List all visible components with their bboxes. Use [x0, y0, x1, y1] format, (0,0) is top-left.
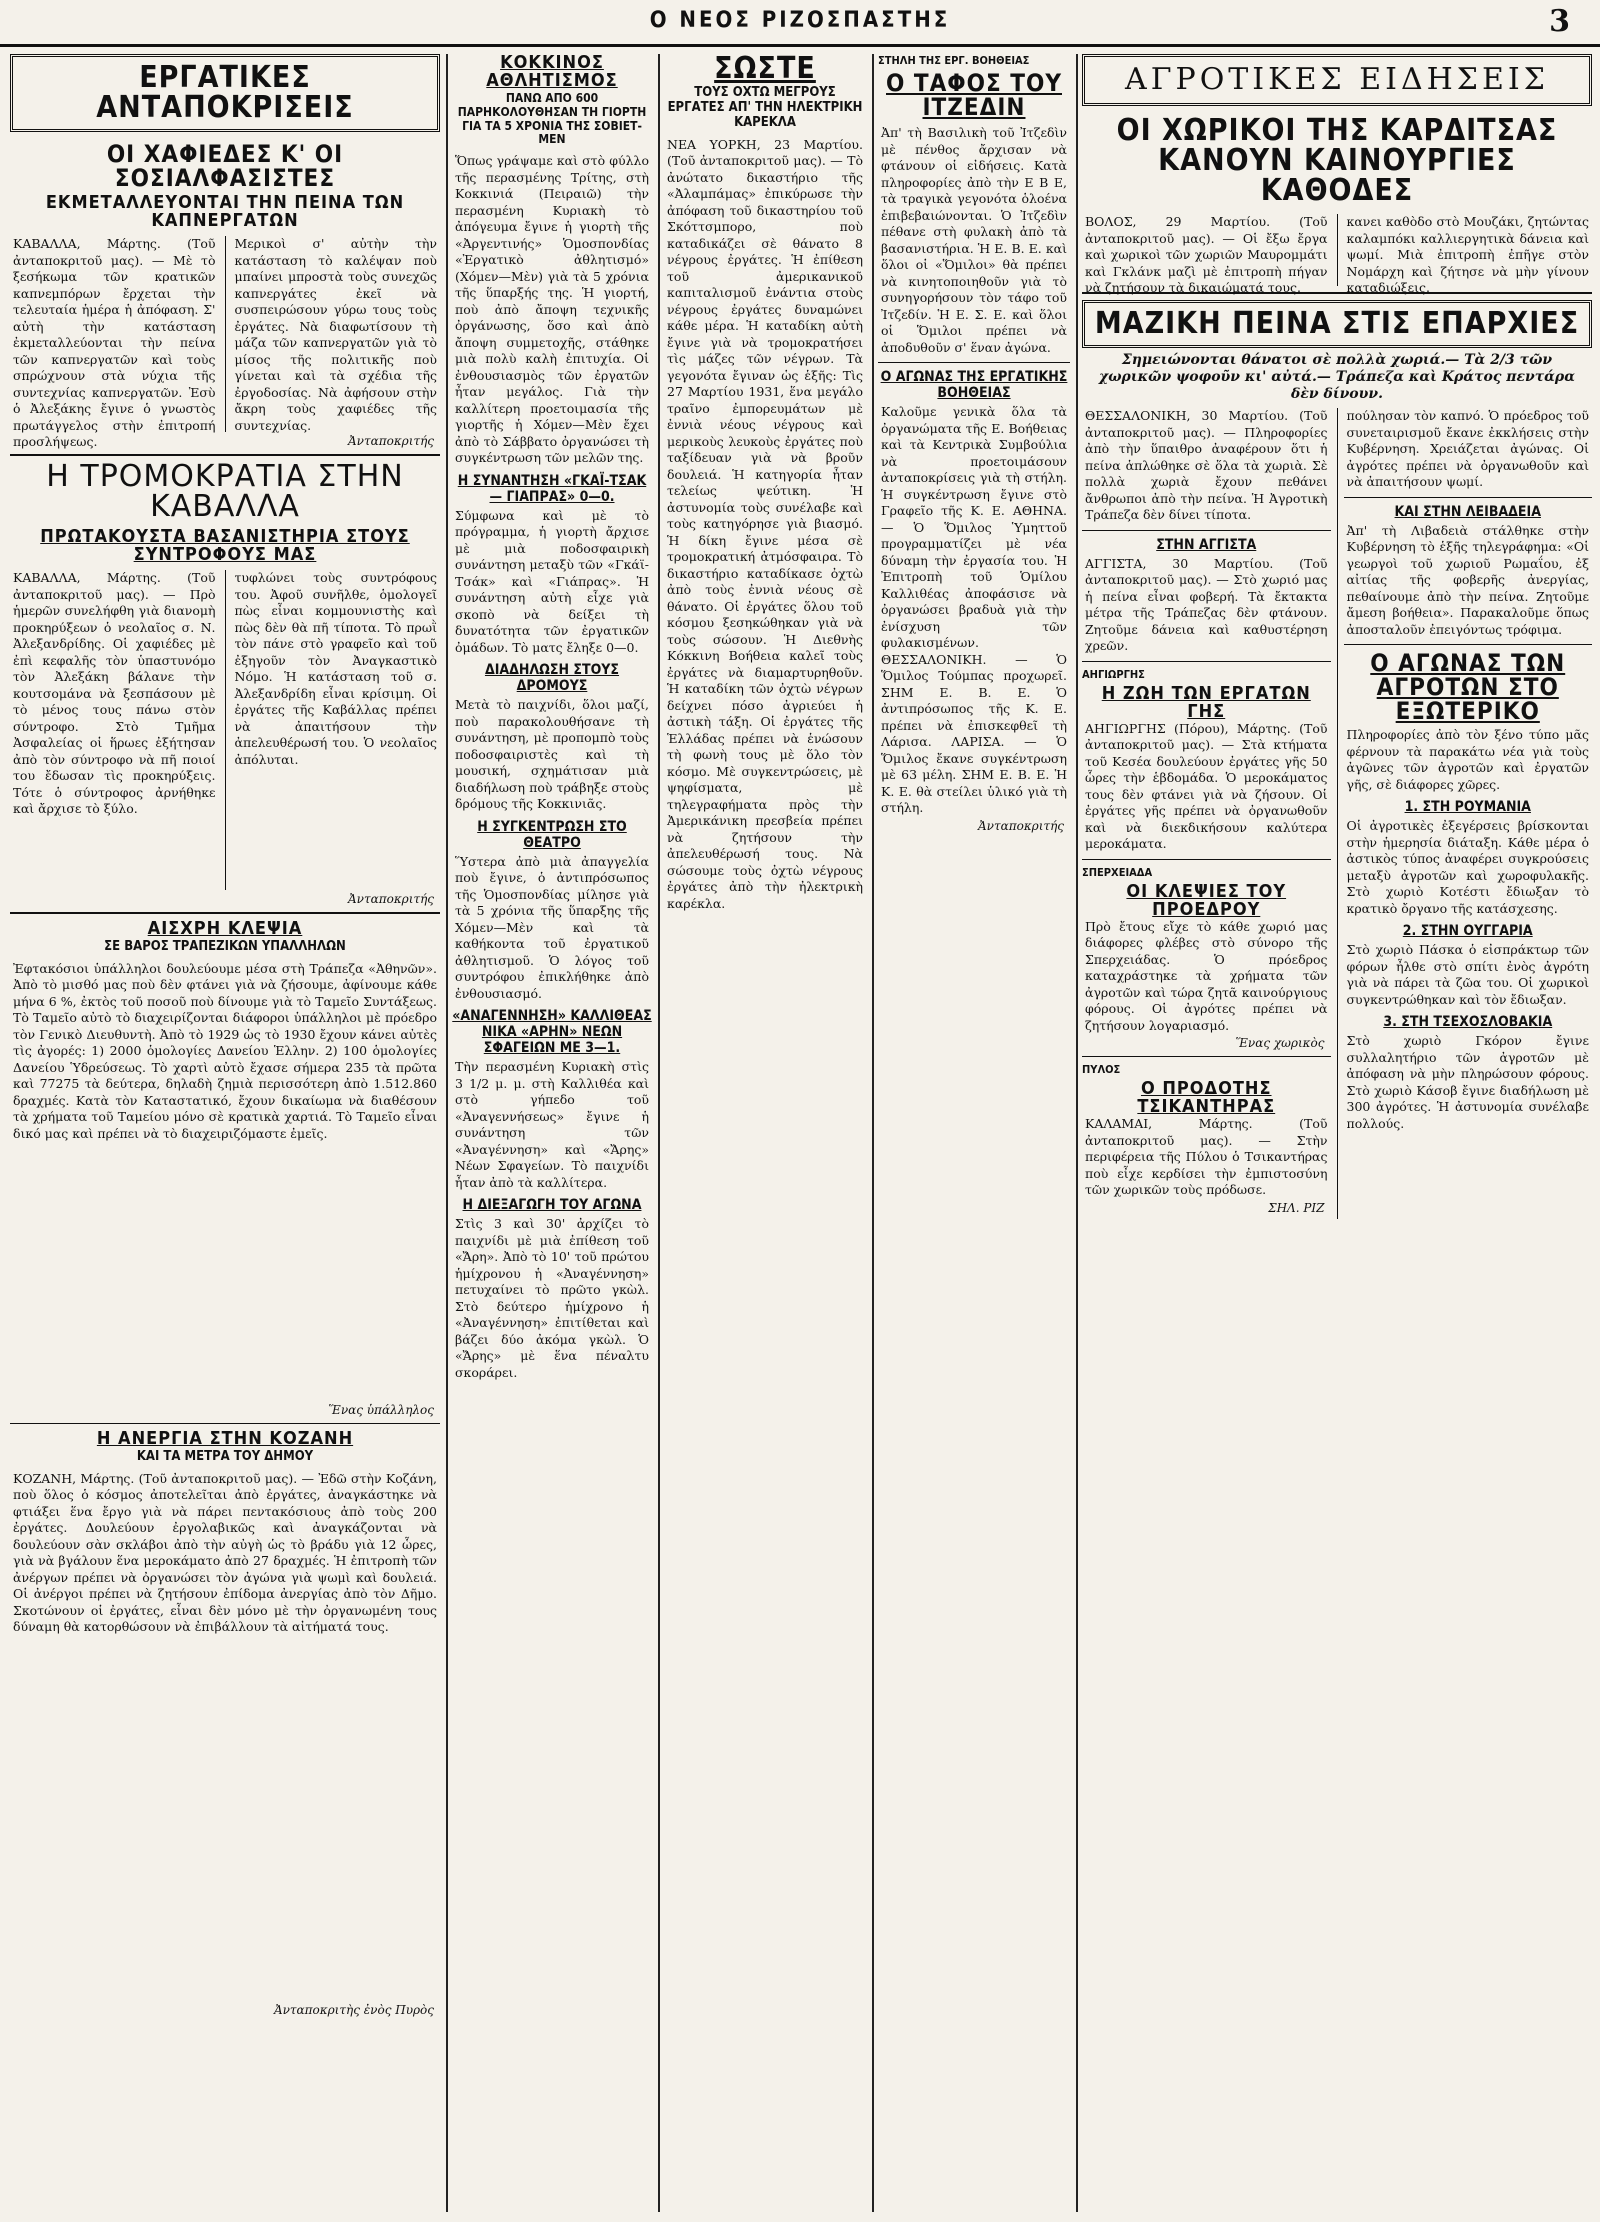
article-headline: ΟΙ ΚΛΕΨΙΕΣ ΤΟΥ ΠΡΟΕΔΡΟΥ: [1126, 880, 1287, 920]
article-text: ΚΑΒΑΛΛΑ, Μάρτης. (Τοῦ ἀνταποκριτοῦ μας). — Πρὸ ἡμερῶν συνελήφθη γιὰ διανομὴ προκηρύξεων ὁ νεολαῖος σ. Ν. Ἀλεξανδρίδης. Οἱ χαφιέδες μὲ ἐπὶ κεφαλῆς τὸν ὑπαστυνόμο τὸν Ἀλεξάκη βάλανε τὴν κουτσομάνα νὰ ξεσπάσουν μὲ τὸ μένος τους πάνω στὸν σύντροφο. Στὸ Τμῆμα Ἀσφαλείας οἱ ἥρωες ἐξήτησαν ἀπὸ τὸν σύντροφο νὰ πῆ ποιοί του ἔδωσαν τὶς προκηρύξεις. Τότε ὁ σύντροφος ἀρνήθηκε καὶ ἄρχισε τὸ ξύλο.: [13, 570, 220, 816]
right-sub-column: [1344, 408, 1593, 1219]
divider: [1082, 530, 1331, 531]
section-subhead: «ΑΝΑΓΕΝΝΗΣΗ» ΚΑΛΛΙΘΕΑΣ ΝΙΚΑ «ΑΡΗΝ» ΝΕΩΝ ΣΦΑΓΕΙΩΝ ΜΕ 3—1.: [452, 1008, 652, 1057]
article-signature: ΣΗΛ. ΡΙΖ: [1268, 1200, 1325, 1215]
column-label: ΣΤΗΛΗ ΤΗΣ ΕΡΓ. ΒΟΗΘΕΙΑΣ: [878, 54, 1030, 67]
article-signature: Ἕνας ὑπάλληλος: [328, 1402, 434, 1417]
page-number: 3: [1549, 4, 1570, 39]
article-subheadline: ΤΟΥΣ ΟΧΤΩ ΜΕΓΡΟΥΣ ΕΡΓΑΤΕΣ ΑΠ' ΤΗΝ ΗΛΕΚΤΡΙΚΗ ΚΑΡΕΚΛΑ: [667, 85, 863, 130]
section-subhead: Η ΔΙΕΞΑΓΩΓΗ ΤΟΥ ΑΓΩΝΑ: [462, 1197, 642, 1214]
section-subhead: ΚΑΙ ΣΤΗΝ ΛΕΙΒΑΔΕΙΑ: [1394, 503, 1541, 520]
column-rule: [872, 54, 874, 2212]
article-text: ΚΑΛΑΜΑΙ, Μάρτης. (Τοῦ ἀνταποκριτοῦ μας). — Στὴν περιφέρεια τῆς Πύλου ὁ Τσικαντήρας ποὺ εἶχε κερδίσει τὴν ἐμπιστοσύνη τῶν χωρικῶν τοὺς πρόδωσε.: [1085, 1116, 1332, 1198]
article-text: Ἐφτακόσιοι ὑπάλληλοι δουλεύουμε μέσα στὴ Τράπεζα «Ἀθηνῶν». Ἀπὸ τὸ μισθό μας ποὺ δὲν φτάνει γιὰ νὰ ζήσουμε, ἀφίνουμε κάθε μήνα 6 %, ἐκτὸς τοῦ ποσοῦ ποὺ δίνουμε γιὰ τὸ Ταμεῖο Συντάξεως. Τὸ Ταμεῖο αὐτὸ τὸ διαχειρίζονται διάφοροι ὑπάλληλοι μὲ πρόεδρο τὸν Γενικὸ Διευθυντὴ. Ἀπὸ τὸ 1929 ὡς τὸ 1930 ἔχουν κάνει αὐτὲς τὶς ἀγορές: 1) 2000 ὁμολογίες Δανείου Ἑλλην. 2) 100 ὁμολογίες Δανείου Ὑδρεύσεως. Τὸ χαρτὶ αὐτὸ ἔχασε σήμερα 235 τὰ πρῶτα καὶ 77275 τὰ δεύτερα, δηλαδὴ ζημιὰ περισσότερη ἀπὸ 1.512.860 δραχμές. Κατὰ τὸν Καταστατικό, ἔχουν δικαίωμα νὰ διαθέσουν τὰ χρήματα τοῦ Ταμείου μόνο σὲ κρατικὰ χαρτιά. Τὸ Ταμεῖο εἶναι δικό μας καὶ πρέπει νὰ τὸ διαχειριζόμαστε ἐμεῖς.: [13, 960, 441, 1141]
article-subheadline: ΕΚΜΕΤΑΛΛΕΥΟΝΤΑΙ ΤΗΝ ΠΕΙΝΑ ΤΩΝ ΚΑΠΝΕΡΓΑΤΩΝ: [45, 192, 405, 231]
article-text: Ὕστερα ἀπὸ μιὰ ἀπαγγελία ποὺ ἔγινε, ὁ ἀντιπρόσωπος τῆς Ὁμοσπονδίας μίλησε γιὰ τὰ 5 χρόνια τῆς ὕπαρξης τῆς Χόμεν—Μὲν καὶ τὰ καθήκοντα τοῦ ἐργατικοῦ ἀθλητισμοῦ. Ὁ λόγος τοῦ συντρόφου ἐπικλήθηκε ἀπὸ ἐνθουσιασμό.: [455, 853, 653, 1001]
article-headline: ΜΑΖΙΚΗ ΠΕΙΝΑ ΣΤΙΣ ΕΠΑΡΧΙΕΣ: [1082, 300, 1592, 348]
article-headline: ΑΙΣΧΡΗ ΚΛΕΨΙΑ: [147, 918, 303, 939]
divider: [1344, 644, 1593, 645]
section-subhead: Ο ΑΓΩΝΑΣ ΤΗΣ ΕΡΓΑΤΙΚΗΣ ΒΟΗΘΕΙΑΣ: [880, 369, 1068, 401]
article-text: Πληροφορίες ἀπὸ τὸν ξένο τύπο μᾶς φέρνουν τὰ παρακάτω νέα γιὰ τοὺς ἀγῶνες τῶν ἀγροτῶν καὶ ἐργατῶν γῆς, σὲ διάφορες χῶρες.: [1346, 727, 1593, 792]
article-text: ΑΓΓΙΣΤΑ, 30 Μαρτίου. (Τοῦ ἀνταποκριτοῦ μας). — Στὸ χωριό μας ἡ πείνα εἶναι φοβερή. Τὰ ἔκτακτα μέτρα τῆς Τράπεζας δὲν φτάνουν. Ζητοῦμε δάνεια καὶ καθυστέρηση χρεῶν.: [1085, 555, 1332, 654]
article-text: ΝΕΑ ΥΟΡΚΗ, 23 Μαρτίου. (Τοῦ ἀνταποκριτοῦ μας). — Τὸ ἀνώτατο δικαστήριο τῆς «Ἀλαμπάμας» ἐπικύρωσε τὴν ἀπόφαση τοῦ δικαστηρίου τοῦ Σκόττσμπορο, ποὺ καταδικάζει σὲ θάνατο 8 νέγρους ἐργάτες. Ἡ ἐπίθεση τοῦ ἀμερικανικοῦ καπιταλισμοῦ ἐνάντια στοὺς νέγρους ἐργάτες δυναμώνει κάθε μέρα. Ἡ καταδίκη αὐτὴ ἔγινε γιὰ νὰ τρομοκρατήσει τὶς μάζες τῶν νέγρων. Τὰ γεγονότα ἔγιναν ὡς ἑξῆς: Τὶς 27 Μαρτίου 1931, ἕνα μεγάλο τραῖνο ἐμπορευμάτων μὲ ἐννιὰ νέους νέγρους καὶ μερικοὺς λευκοὺς ἐργάτες ποὺ ταξίδευαν γιὰ νὰ βροῦν δουλειά. Ἡ κατηγορία ἦταν τελείως ψεύτικη. Ἡ ἀστυνομία τοὺς συνέλαβε καὶ τοὺς κατηγόρησε γιὰ βιασμό. Ἡ δίκη ἔγινε μέσα σὲ τρομοκρατική ἀτμόσφαιρα. Τὸ δικαστήριο καταδίκασε ὀχτὼ ἀπὸ τοὺς ἐννιὰ νέους σὲ θάνατο. Οἱ ἐργάτες ὅλου τοῦ κόσμου ξεσηκώθηκαν γιὰ νὰ τοὺς σώσουν. Ἡ Διεθνὴς Κόκκινη Βοήθεια καλεῖ τοὺς ἐργάτες νὰ διαμαρτυρηθοῦν. Ἡ καταδίκη τῶν ὀχτὼ νέγρων δείχνει πόσο ἀγριεύει ἡ ἀστικὴ τάξη. Οἱ ἐργάτες τῆς Ἑλλάδας πρέπει νὰ ἑνώσουν τὴ φωνὴ τους μὲ ὅλο τὸν κόσμο. Μὲ συγκεντρώσεις, μὲ ψηφίσματα, μὲ τηλεγραφήματα πρὸς τὴν Ἀμερικάνικη πρεσβεία πρέπει νὰ ζητήσουν τὴν ἀπελευθέρωσή τους. Νὰ σώσουμε τοὺς ὀχτὼ νέγρους ἐργάτες ἀπὸ τὴν ἠλεκτρικὴ καρέκλα.: [667, 136, 867, 911]
article-text: Στὸ χωριὸ Γκόρον ἔγινε συλλαλητήριο τῶν ἀγροτῶν μὲ ἀπόφαση νὰ μὴν πληρώσουν φόρους. Στὸ χωριὸ Κάσοβ ἔγινε διαδήλωση μὲ 300 ἀγρότες. Ἡ ἀστυνομία συνέλαβε πολλούς.: [1346, 1033, 1593, 1131]
section-subhead: 3. ΣΤΗ ΤΣΕΧΟΣΛΟΒΑΚΙΑ: [1383, 1014, 1553, 1031]
divider: [225, 570, 226, 890]
article-text: Μερικοὶ σ' αὐτὴν τὴν κατάσταση τὸ καλέψαν ποὺ μπαίνει μπροστὰ τοὺς συνεχῶς καπνεργάτες ἐκεῖ νὰ συσπειρώσουν γύρω τους τοὺς ἐργάτες. Νὰ διαφωτίσουν τὴ μάζα τῶν καπνεργατῶν γιὰ τὸ μίσος τῆς πολιτικῆς ποὺ γίνεται καὶ τὰ σχέδια τῆς ἐργοδοσίας. Νὰ ἀφήσουν στὴν ἄκρη τοὺς χαφιέδες τῆς συντεχνίας.: [234, 236, 441, 433]
article-subheadline: ΣΕ ΒΑΡΟΣ ΤΡΑΠΕΖΙΚΩΝ ΥΠΑΛΛΗΛΩΝ: [104, 939, 346, 954]
article-headline: ΟΙ ΧΑΦΙΕΔΕΣ Κ' ΟΙ ΣΟΣΙΑΛΦΑΣΙΣΤΕΣ: [106, 140, 344, 192]
article-text: Ἀπ' τὴ Βασιλικὴ τοῦ Ἰτζεδὶν μὲ πένθος ἄρχισαν νὰ φτάνουν οἱ εἰδήσεις. Κατὰ πληροφορίες ἀπὸ τὴν Ε Β Ε, τὰ τραγικὰ γεγονότα ὁλοένα ἐπιβεβαιώνονται. Ὁ Ἰτζεδὶν πέθανε στὴ φυλακὴ ἀπὸ τὰ βασανιστήρια. Ἡ Ε. Β. Ε. καὶ ὅλοι οἱ «Ὅμιλοι» θὰ πρέπει νὰ κινητοποιηθοῦν γιὰ τὸ συνηγορήσουν τὸν τάφο τοῦ Ἰτζεδίν. Ἡ Ε. Σ. Ε. καὶ ὅλοι οἱ Ὅμιλοι πρέπει νὰ ἀποδυθοῦν σ' ἕναν ἀγώνα.: [881, 125, 1071, 355]
section-subhead: ΣΤΗΝ ΑΓΓΙΣΤΑ: [1156, 536, 1257, 553]
article-signature: Ἕνας χωρικὸς: [1235, 1036, 1325, 1051]
article-headline: Ο ΤΑΦΟΣ ΤΟΥ ΙΤΖΕΔΙΝ: [886, 69, 1062, 121]
article-text: Καλοῦμε γενικὰ ὅλα τὰ ὀργανώματα τῆς Ε. Βοήθειας καὶ τὰ Κεντρικὰ Συμβούλια νὰ προετοιμάσουν ἀνταποκρίσεις γιὰ τὴ στήλη. Ἡ συγκέντρωση ἔγινε στὸ Γραφεῖο τῆς Κ. Ε. ΑΘΗΝΑ. — Ὁ Ὅμιλος Ὑμηττοῦ προγραμματίζει μὲ νέα δύναμη τὴν ἐργασία του. Ἡ Ἐπιτροπὴ τοῦ Ὁμίλου Καλλιθέας ἀποφάσισε νὰ ὀργανώσει βραδυὰ γιὰ τὴν ἐνίσχυση τῶν φυλακισμένων. ΘΕΣΣΑΛΟΝΙΚΗ. — Ὁ Ὅμιλος Τούμπας προχωρεῖ. ΣΗΜ Ε. Β. Ε. Ὁ ἀντιπρόσωπος τῆς Κ. Ε. πρέπει νὰ ἐπισκεφθεῖ τὴ Λάρισα. ΛΑΡΙΣΑ. — Ὁ Ὅμιλος ἔκανε συγκέντρωση μὲ 63 μέλη. ΣΗΜ Ε. Β. Ε. Ἡ Κ. Ε. θὰ στείλει ὑλικό γιὰ τὴ στήλη.: [881, 404, 1071, 815]
article-text: ΘΕΣΣΑΛΟΝΙΚΗ, 30 Μαρτίου. (Τοῦ ἀνταποκριτοῦ μας). — Πληροφορίες ἀπὸ τὴν ὕπαιθρο ἀναφέρουν ὅτι ἡ πείνα ἁπλώθηκε σὲ ὅλα τὰ χωριὰ. Σὲ πολλὰ χωριὰ ἔχουν πεθάνει ἄνθρωποι ἀπὸ τὴν πείνα. Ἡ Ἀγροτικὴ Τράπεζα δὲν δίνει τίποτα.: [1085, 408, 1332, 523]
section-subhead: ΔΙΑΔΗΛΩΣΗ ΣΤΟΥΣ ΔΡΟΜΟΥΣ: [484, 662, 620, 695]
article-headline: Η ΖΩΗ ΤΩΝ ΕΡΓΑΤΩΝ ΓΗΣ: [1101, 682, 1311, 722]
divider: [1344, 497, 1593, 498]
article-text: Στὸ χωριὸ Πάσκα ὁ εἰσπράκτωρ τῶν φόρων ἦλθε στὸ σπίτι ἐνὸς ἀγρότη γιὰ νὰ πάρει τὰ ζῶα του. Οἱ χωρικοὶ συγκεντρώθηκαν καὶ τὸν ἔδιωξαν.: [1346, 942, 1593, 1007]
column-workers-aid: [878, 54, 1070, 2212]
article-text: κανει καθὸδο στὸ Μουζάκι, ζητώντας καλαμπόκι καλλιεργητικὰ δάνεια καὶ ψωμί. Μιὰ ἐπιτροπὴ ἐπῆγε στὸν Νομάρχη καὶ ζήτησε νὰ μὴν γίνουν καταδιώξεις.: [1346, 214, 1593, 295]
section-subhead: 2. ΣΤΗΝ ΟΥΓΓΑΡΙΑ: [1402, 923, 1533, 940]
article-text: ΚΑΒΑΛΛΑ, Μάρτης. (Τοῦ ἀνταποκριτοῦ μας). — Μὲ τὸ ξεσήκωμα τῶν κρατικῶν καπνεμπόρων ἔρχεται τὴν τελευταία ἡμέρα ἡ ἀπόφαση. Σ' αὐτὴ τὴν κατάσταση ἐκμεταλλεύονται τὴν πείνα τῶν καπνεργατῶν καὶ τοὺς σπρώχνουν στὰ νύχια τῆς συντεχνίας καπνεργατῶν. Ἐσὺ ὁ Ἀλεξάκης ἔγινε ὁ γνωστὸς πρωτάγγελος στὴν ἐπιτροπή προσλήψεως.: [13, 236, 220, 449]
article-signature: Ἀνταποκριτής: [978, 818, 1064, 833]
divider: [10, 912, 440, 914]
article-subheadline: ΠΑΝΩ ΑΠΟ 600 ΠΑΡΗΚΟΛΟΥΘΗΣΑΝ ΤΗ ΓΙΟΡΤΗ ΓΙΑ ΤΑ 5 ΧΡΟΝΙΑ ΤΗΣ ΣΟΒΙΕΤ-ΜΕΝ: [457, 91, 647, 147]
article-body: [10, 570, 440, 890]
article-text: ΑΗΓΙΩΡΓΗΣ (Πόρου), Μάρτης. (Τοῦ ἀνταποκριτοῦ μας). — Στὰ κτήματα τοῦ Κεσέα δουλεύουν ἐργάτες γῆς 50 ὧρες τὴν ἑβδομάδα. Ὁ μεροκάματος τους δὲν φτάνει γιὰ νὰ ζήσουν. Οἱ ἐργάτες γῆς πρέπει νὰ ὀργανωθοῦν καὶ νὰ διεκδικήσουν καλύτερα μεροκάματα.: [1085, 720, 1332, 852]
article-headline: Ο ΠΡΟΔΟΤΗΣ ΤΣΙΚΑΝΤΗΡΑΣ: [1137, 1078, 1276, 1118]
article-headline: Η ΑΝΕΡΓΙΑ ΣΤΗΝ ΚΟΖΑΝΗ: [96, 1427, 354, 1449]
section-subhead: 1. ΣΤΗ ΡΟΥΜΑΝΙΑ: [1404, 799, 1531, 816]
article-text: ΒΟΛΟΣ, 29 Μαρτίου. (Τοῦ ἀνταποκριτοῦ μας). — Οἱ ἔξω ἔργα καὶ χωρικοὶ τῶν χωριῶν Μαυρομμάτι καὶ Γκλάνκ μαζὶ μὲ ἐπιτροπὴ πήγαν νὰ ζητήσουν τὰ δικαιώματά τους.: [1085, 214, 1332, 295]
article-text: Πρὸ ἔτους εἴχε τὸ κάθε χωριό μας διάφορες φλέβες στὸ σύνορο τῆς Σπερχειάδας. Ὁ πρόεδρος καταχράστηκε τὰ χρήματα τῶν ἀγροτῶν καὶ τώρα ζητᾶ καινούργιους φόρους. Οἱ ἀγρότες πρέπει νὰ ζητήσουν λογαριασμό.: [1085, 918, 1332, 1033]
divider: [1082, 859, 1331, 860]
column-save-eight: [664, 51, 867, 2212]
divider: [10, 454, 440, 456]
article-text: Στὶς 3 καὶ 30' ἀρχίζει τὸ παιχνίδι μὲ μιὰ ἐπίθεση τοῦ «Ἄρη». Ἀπὸ τὸ 10' τοῦ πρώτου ἡμίχρονου ἡ «Ἀναγέννηση» πετυχαίνει τὸ πρῶτο γκὼλ. Στὸ δεύτερο ἡμίχρονο ἡ «Ἀναγέννηση» ἐπιτίθεται καὶ βάζει δύο ἀκόμα γκὼλ. Ὁ «Ἄρης» μὲ ἕνα πέναλτυ σκοράρει.: [455, 1216, 653, 1380]
divider: [225, 236, 226, 432]
article-dek: Σημειώνονται θάνατοι σὲ πολλὰ χωριά.— Τὰ 2/3 τῶν χωρικῶν ψοφοῦν κι' αὐτά.— Τράπεζα καὶ Κράτος πεντάρα δὲν δίνουν.: [1099, 352, 1575, 402]
article-headline: Η ΤΡΟΜΟΚΡΑΤΙΑ ΣΤΗΝ ΚΑΒΑΛΛΑ: [46, 459, 404, 524]
article-text: Τὴν περασμένη Κυριακὴ στὶς 3 1/2 μ. μ. στὴ Καλλιθέα καὶ στὸ γήπεδο τοῦ «Ἀναγεννήσεως» ἔγινε ἡ συνάντηση τῶν «Ἀναγέννηση» καὶ «Ἄρης» Νέων Σφαγείων. Τὸ παιχνίδι ἦταν ἀπὸ τὰ καλλίτερα.: [455, 1059, 653, 1190]
article-body: [1082, 214, 1593, 295]
divider: [878, 362, 1070, 363]
article-headline: Ο ΑΓΩΝΑΣ ΤΩΝ ΑΓΡΟΤΩΝ ΣΤΟ ΕΞΩΤΕΡΙΚΟ: [1370, 649, 1566, 726]
article-text: Σύμφωνα καὶ μὲ τὸ πρόγραμμα, ἡ γιορτὴ ἄρχισε μὲ μιὰ ποδοσφαιρικὴ συνάντηση μεταξὺ τῶν «Γκάϊ-Τσάκ» καὶ «Γιάπρας». Ἡ συνάντηση αὐτὴ εἶχε γιὰ σκοπὸ νὰ δείξει τὴ δυνατότητα τῶν ἐργατικῶν ὀμάδων. Τὸ ματς ἔληξε 0—0.: [455, 507, 653, 655]
article-text: ΚΟΖΑΝΗ, Μάρτης. (Τοῦ ἀνταποκριτοῦ μας). — Ἐδῶ στὴν Κοζάνη, ποὺ ὅλος ὁ κόσμος ἀποτελεῖται ἀπὸ ἐργάτες, ἀναγκάστηκε νὰ φτιάξει ἕνα ἔργο γιὰ νὰ πάρει πεντακόσιους ἀπὸ τοὺς 200 ἐργάτες. Δουλεύουν ἐργολαβικῶς καὶ ἀναγκάζονται νὰ δουλεύουν σὰν σκλάβοι ἀπὸ τὴν αὐγὴ ὡς τὸ βράδυ γιὰ 12 ὧρες, γιὰ νὰ βγάλουν ἕνα μεροκάματο ἀπὸ 27 δραχμές. Ἡ ἐπιτροπὴ τῶν ἀνέργων πρέπει νὰ ὀργανώσει τὸν ἀγώνα γιὰ ψωμὶ καὶ δουλειά. Οἱ ἀνέργοι πρέπει νὰ ζητήσουν ἐπίδομα ἀνεργίας ἀπὸ τὸν Δῆμο. Σκοτώνουν οἱ ἐργάτες, εἶναι δὲν μόνο μὲ τὴν ὀργανωμένη τους δύναμη θὰ κατορθώσουν νὰ ἐπιβάλλουν τὰ αἰτήματά τους.: [13, 1470, 441, 1635]
section-banner-agrarian-news: ΑΓΡΟΤΙΚΕΣ ΕΙΔΗΣΕΙΣ: [1082, 54, 1592, 106]
article-signature: Ἀνταποκριτὴς ἐνὸς Πυρὸς: [273, 2002, 434, 2017]
article-text: Μετὰ τὸ παιχνίδι, ὅλοι μαζί, ποὺ παρακολουθήσανε τὴ συνάντηση, μὲ προπομπὸ τοὺς ποδοσφαιριστὲς καὶ τὴ μουσική, σχημάτισαν μιὰ διαδήλωση ποὺ τράβηξε στοὺς δρόμους τῆς Κοκκινιᾶς.: [455, 697, 653, 812]
article-text: Ἀπ' τὴ Λιβαδειὰ στάλθηκε στὴν Κυβέρνηση τὸ ἑξῆς τηλεγράφημα: «Οἱ γεωργοὶ τοῦ χωριοῦ Ρωμαΐου, ἐξ αἰτίας τῆς φοβερῆς ἀνεργίας, πεθαίνουμε ἀπὸ τὴν πείνα. Ζητοῦμε ἄμεση βοήθεια». Παρακαλοῦμε ὅπως ἀποσταλοῦν ἐπειγόντως τρόφιμα.: [1346, 522, 1593, 637]
divider: [1337, 214, 1338, 286]
article-label: ΑΗΓΙΩΡΓΗΣ: [1082, 667, 1145, 681]
column-rule: [1076, 54, 1078, 2212]
divider: [1082, 661, 1331, 662]
newspaper-title: Ο ΝΕΟΣ ΡΙΖΟΣΠΑΣΤΗΣ: [649, 8, 951, 33]
article-label: ΣΠΕΡΧΕΙΑΔΑ: [1082, 865, 1153, 879]
article-label: ΠΥΛΟΣ: [1082, 1063, 1121, 1077]
masthead: [0, 0, 1600, 47]
divider: [10, 1423, 440, 1424]
article-headline: ΟΙ ΧΩΡΙΚΟΙ ΤΗΣ ΚΑΡΔΙΤΣΑΣ ΚΑΝΟΥΝ ΚΑΙΝΟΥΡΓΙΕΣ ΚΑΘΟΔΕΣ: [1116, 113, 1558, 208]
article-text: πούλησαν τὸν καπνό. Ὁ πρόεδρος τοῦ συνεταιρισμοῦ ἔκανε ἐκκλήσεις στὴν Κυβέρνηση. Χρειάζεται ἀγώνας. Οἱ ἀγρότες πρέπει νὰ ὀργανωθοῦν καὶ νὰ ἀπαιτήσουν ψωμί.: [1346, 408, 1593, 490]
column-workers-reports: [10, 54, 440, 2212]
article-subheadline: ΠΡΩΤΑΚΟΥΣΤΑ ΒΑΣΑΝΙΣΤΗΡΙΑ ΣΤΟΥΣ ΣΥΝΤΡΟΦΟΥΣ ΜΑΣ: [40, 526, 410, 565]
section-subhead: Η ΣΥΝΑΝΤΗΣΗ «ΓΚΑΪ-ΤΣΑΚ— ΓΙΑΠΡΑΣ» 0—0.: [457, 472, 647, 505]
article-signature: Ἀνταποκριτής: [348, 434, 434, 448]
article-headline: ΣΩΣΤΕ: [714, 51, 816, 86]
column-rule: [658, 54, 660, 2212]
article-text: τυφλώνει τοὺς συντρόφους του. Ἀφοῦ συνῆλθε, ὁμολογεῖ πὼς εἶναι κομμουνιστὴς καὶ πὼς δὲν θὰ πῆ τίποτα. Τὸ πρωῒ τὸν πάνε στὸ γραφεῖο καὶ τοῦ ἐξηγοῦν τὸν Ἀναγκαστικὸ Νόμο. Ἡ κατάσταση τοῦ σ. Ἀλεξανδρίδη εἶναι κρίσιμη. Οἱ ἐργάτες τῆς Καβάλλας πρέπει νὰ ἀπαιτήσουν τὴν ἀπελευθέρωσή του. Ὁ νεολαῖος ἀπόλυται.: [234, 570, 441, 767]
lower-split: [10, 920, 440, 2021]
article-theft: [10, 920, 440, 2021]
article-body: [1082, 408, 1592, 1219]
article-text: Οἱ ἀγροτικὲς ἐξεγέρσεις βρίσκονται στὴν ἡμερησία διάταξη. Κάθε μέρα ὁ ἀστικὸς τύπος ἀναφέρει συγκρούσεις μεταξὺ ἀγροτῶν καὶ χωροφυλακῆς. Στὸ χωριὸ Κοτέστι ἔδιωξαν τὸ κρατικὸ ὄργανο τῆς κατάσχεσης.: [1346, 818, 1593, 916]
section-subhead: Η ΣΥΓΚΕΝΤΡΩΣΗ ΣΤΟ ΘΕΑΤΡΟ: [477, 818, 627, 851]
column-agrarian-news: [1082, 54, 1592, 2212]
left-sub-column: [1082, 408, 1331, 1219]
column-rule: [446, 54, 448, 2212]
article-text: Ὅπως γράψαμε καὶ στὸ φύλλο τῆς περασμένης Τρίτης, στὴ Κοκκινιά (Πειραιῶ) τὴν περασμένη Κυριακὴ τὸ ἀπόγευμα ἔγινε ἡ γιορτὴ τῆς «Ἀργεντινής» Ὁμοσπονδίας «Ἐργατικὸ ἀθλητισμό» (Χόμεν—Μὲν) γιὰ τὰ 5 χρόνια τῆς ὕπαρξής της. Ἡ γιορτή, ποὺ ἀπὸ ἄποψη τεχνικῆς ὀργάνωσης, ὅσο καὶ ἀπὸ ἄποψη συμμετοχῆς, στάθηκε μιὰ πολὺ καλὴ ἐπιτυχία. Οἱ ἐνθουσιασμὸς τῶν ἐργατῶν ἦταν μεγάλος. Γιὰ τὴν καλλίτερη προετοιμασία τῆς γιορτῆς ἡ Χόμεν—Μὲν ἔχει ἀπὸ τὸ Σάββατο ὀργανώσει τὴ συγκέντρωση τῶν μελῶν της.: [455, 153, 653, 466]
column-red-athletics: [452, 54, 652, 2212]
article-headline: ΚΟΚΚΙΝΟΣ ΑΘΛΗΤΙΣΜΟΣ: [486, 52, 618, 91]
article-signature: Ἀνταποκριτής: [348, 892, 434, 906]
divider: [1337, 408, 1338, 1219]
section-banner-workers-reports: ΕΡΓΑΤΙΚΕΣ ΑΝΤΑΠΟΚΡΙΣΕΙΣ: [10, 54, 440, 132]
article-subheadline: ΚΑΙ ΤΑ ΜΕΤΡΑ ΤΟΥ ΔΗΜΟΥ: [136, 1448, 314, 1464]
divider: [1082, 1056, 1331, 1057]
